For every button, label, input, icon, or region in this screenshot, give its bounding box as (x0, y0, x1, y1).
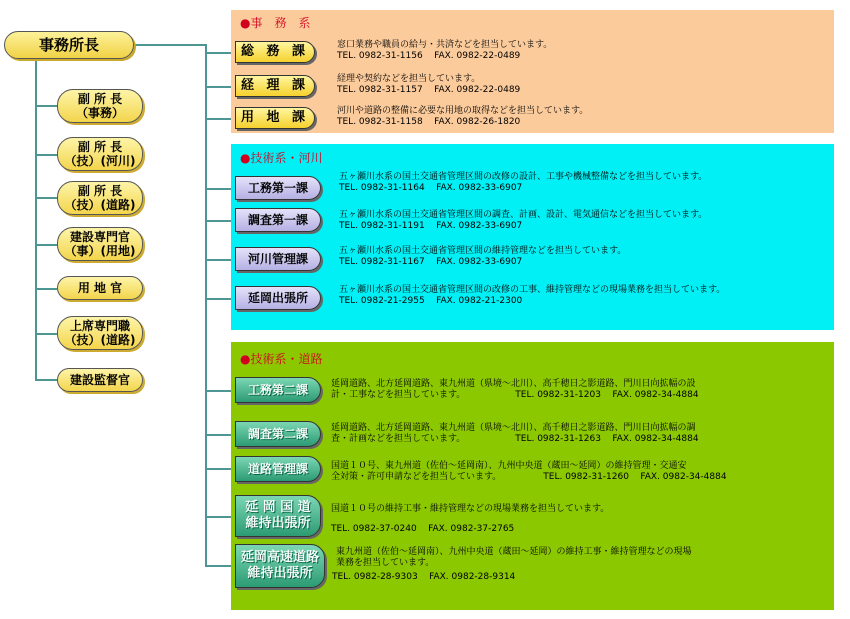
dept-box: 延岡出張所 (235, 286, 321, 310)
desc-text: 五ヶ瀬川水系の国土交通省管理区間の維持管理などを担当しています。 (339, 246, 627, 256)
deputy-box: 上席専門職 （技）(道路) (57, 316, 143, 350)
dept-box: 調査第二課 (235, 421, 321, 447)
dept-description (337, 106, 588, 128)
section-title-road: ●技術系・道路 (240, 352, 323, 366)
deputy-branch-line (35, 288, 57, 290)
dept-box: 調査第一課 (235, 208, 321, 232)
desc-text: 国道１０号の維持工事・維持管理などの現場業務を担当しています。 (331, 504, 610, 514)
desc-text: 東九州道（佐伯～延岡南）、九州中央道（蔵田～延岡）の維持工事・維持管理などの現場 (336, 547, 692, 557)
section-title-office: ●事 務 系 (240, 16, 311, 30)
desc-text (331, 390, 699, 401)
dept-description (332, 547, 692, 583)
desc-text: 窓口業務や職員の給与・共済などを担当しています。 (337, 40, 553, 50)
dept-description (337, 74, 520, 96)
deputy-box: 用 地 官 (57, 276, 143, 300)
desc-text: 河川や道路の整備に必要な用地の取得などを担当しています。 (337, 106, 589, 116)
dept-description (331, 502, 609, 536)
dept-box: 延岡高速道路 維持出張所 (235, 544, 325, 588)
desc-text: 業務を担当しています。 (336, 558, 435, 568)
deputy-box: 建設専門官 （事）(用地) (57, 227, 143, 261)
desc-text: 国道１０号、東九州道（佐伯～延岡南）、九州中央道（蔵田～延岡）の維持管理・交通安 (331, 461, 687, 471)
contact-text: TEL. 0982-31-1203 FAX. 0982-34-4884 (515, 390, 699, 400)
contact-text: TEL. 0982-31-1164 FAX. 0982-33-6907 (339, 183, 523, 193)
contact-text: TEL. 0982-37-0240 FAX. 0982-37-2765 (331, 524, 515, 534)
contact-text: TEL. 0982-31-1157 FAX. 0982-22-0489 (337, 85, 521, 95)
dept-description (339, 285, 725, 307)
desc-text: 計・工事などを担当しています。 (331, 390, 466, 400)
dept-description (331, 423, 699, 445)
dept-description (339, 210, 707, 232)
dept-box: 工務第一課 (235, 176, 321, 200)
dept-description (339, 246, 626, 268)
desc-text (331, 472, 727, 483)
deputy-branch-line (35, 379, 57, 381)
desc-text: 経理や契約などを担当しています。 (337, 74, 481, 84)
contact-text: TEL. 0982-31-1167 FAX. 0982-33-6907 (339, 257, 523, 267)
deputy-branch-line (35, 244, 57, 246)
deputy-box: 建設監督官 (57, 368, 143, 392)
chief-box: 事務所長 (4, 31, 134, 59)
dept-description (331, 379, 699, 401)
desc-text: 五ヶ瀬川水系の国土交通省管理区間の調査、計画、設計、電気通信などを担当しています。 (339, 210, 708, 220)
desc-text: 査・計画などを担当しています。 (331, 434, 466, 444)
deputy-box: 副 所 長 （技）(道路) (57, 181, 143, 215)
deputy-branch-line (35, 197, 57, 199)
deputy-branch-line (35, 105, 57, 107)
contact-text: TEL. 0982-31-1191 FAX. 0982-33-6907 (339, 221, 523, 231)
deputy-trunk-line (35, 59, 37, 380)
deputy-box: 副 所 長 （事務） (57, 89, 143, 123)
section-title-river: ●技術系・河川 (240, 151, 323, 165)
desc-text: 全対策・許可申請などを担当しています。 (331, 472, 502, 482)
dept-box: 道路管理課 (235, 456, 321, 482)
dept-box: 用 地 課 (235, 107, 315, 129)
dept-box: 河川管理課 (235, 247, 321, 271)
deputy-box: 副 所 長 （技）(河川) (57, 137, 143, 171)
dept-description (339, 172, 707, 194)
desc-text: 五ヶ瀬川水系の国土交通省管理区間の改修の設計、工事や機械整備などを担当しています。 (339, 172, 708, 182)
dept-description (337, 40, 552, 62)
chief-connector-line (134, 44, 206, 46)
dept-box: 延 岡 国 道 維持出張所 (235, 495, 321, 537)
desc-text: 五ヶ瀬川水系の国土交通省管理区間の改修の工事、維持管理などの現場業務を担当しています。 (339, 285, 726, 295)
deputy-branch-line (35, 154, 57, 156)
desc-text: 延岡道路、北方延岡道路、東九州道（県境～北川）、高千穂日之影道路、門川日向拡幅の調 (331, 423, 696, 433)
contact-text: TEL. 0982-21-2955 FAX. 0982-21-2300 (339, 296, 523, 306)
deputy-branch-line (35, 333, 57, 335)
contact-text: TEL. 0982-28-9303 FAX. 0982-28-9314 (332, 572, 516, 582)
contact-text: TEL. 0982-31-1263 FAX. 0982-34-4884 (515, 434, 699, 444)
contact-text: TEL. 0982-31-1158 FAX. 0982-26-1820 (337, 117, 521, 127)
contact-text: TEL. 0982-31-1260 FAX. 0982-34-4884 (543, 472, 727, 482)
dept-box: 総 務 課 (235, 41, 315, 63)
main-bus-line (205, 44, 207, 566)
desc-text (331, 434, 699, 445)
dept-box: 経 理 課 (235, 75, 315, 97)
desc-text: 延岡道路、北方延岡道路、東九州道（県境～北川）、高千穂日之影道路、門川日向拡幅の設 (331, 379, 696, 389)
dept-box: 工務第二課 (235, 377, 321, 403)
contact-text: TEL. 0982-31-1156 FAX. 0982-22-0489 (337, 51, 521, 61)
dept-description (331, 461, 727, 483)
